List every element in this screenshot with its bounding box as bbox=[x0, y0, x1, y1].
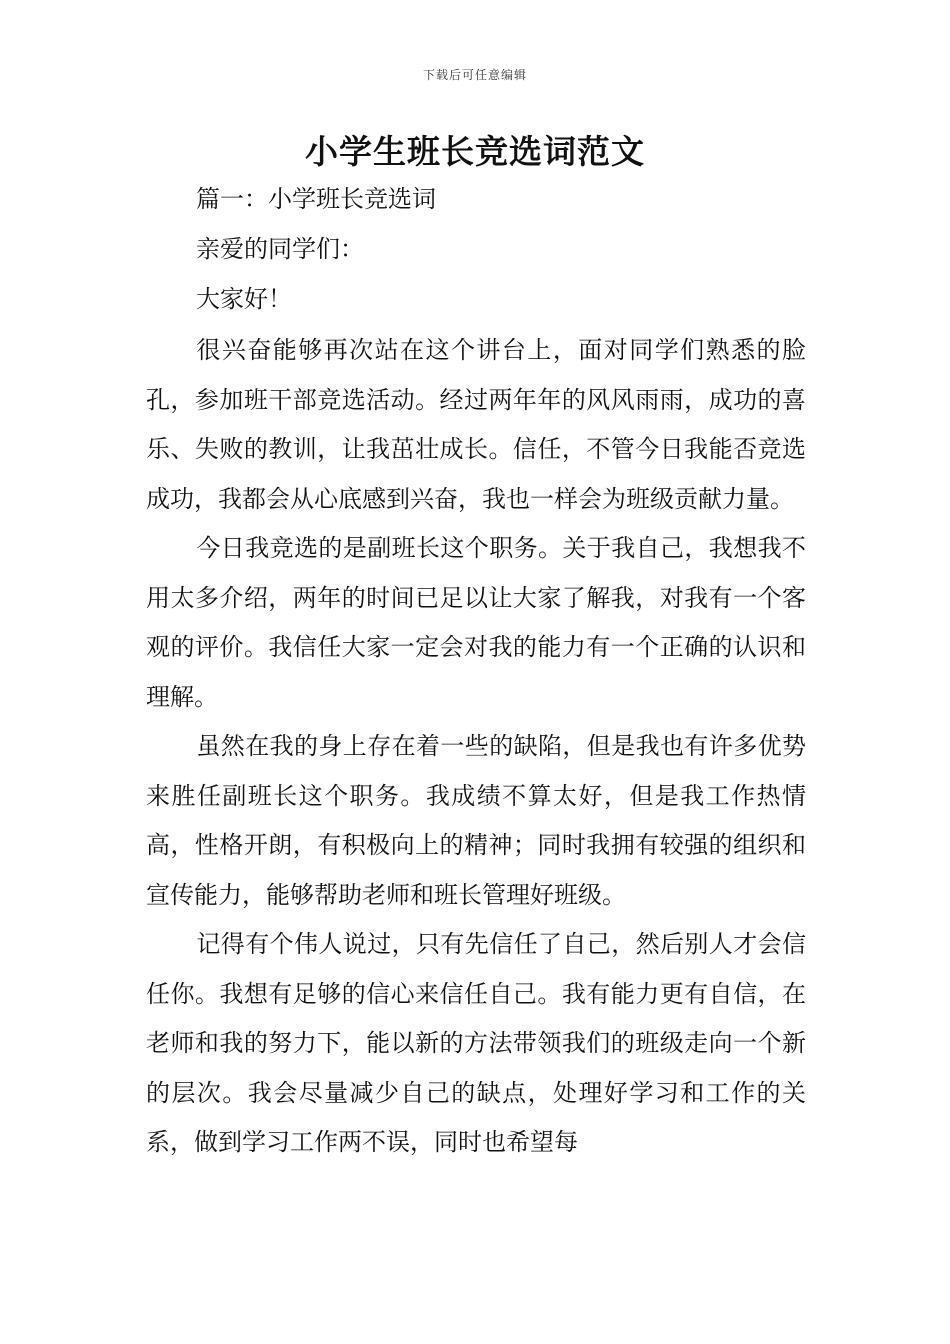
document-title: 小学生班长竞选词范文 bbox=[305, 132, 645, 171]
paragraph: 记得有个伟人说过，只有先信任了自己，然后别人才会信任你。我想有足够的信心来信任自己。我有能力更有自信，在老师和我的努力下，能以新的方法带领我们的班级走向一个新的层次。我会尽量减少自己的缺点，处理好学习和工作的关系，做到学习工作两不误，同时也希望每 bbox=[146, 930, 806, 1156]
paragraph: 今日我竞选的是副班长这个职务。关于我自己，我想我不用太多介绍，两年的时间已足以让大家了解我，对我有一个客观的评价。我信任大家一定会对我的能力有一个正确的认识和理解。 bbox=[146, 534, 806, 711]
greeting: 大家好！ bbox=[196, 285, 292, 313]
paragraph: 很兴奋能够再次站在这个讲台上，面对同学们熟悉的脸孔，参加班干部竞选活动。经过两年年的风风雨雨，成功的喜乐、失败的教训，让我茁壮成长。信任，不管今日我能否竞选成功，我都会从心底感到兴奋，我也一样会为班级贡献力量。 bbox=[146, 336, 806, 513]
paragraph: 虽然在我的身上存在着一些的缺陷，但是我也有许多优势来胜任副班长这个职务。我成绩不算太好，但是我工作热情高，性格开朗，有积极向上的精神；同时我拥有较强的组织和宣传能力，能够帮助老师和班长管理好班级。 bbox=[146, 732, 806, 909]
section-heading: 篇一：小学班长竞选词 bbox=[196, 185, 436, 213]
salutation: 亲爱的同学们： bbox=[196, 235, 364, 263]
body-text bbox=[146, 326, 806, 1168]
header-note: 下载后可任意编辑 bbox=[422, 68, 527, 82]
